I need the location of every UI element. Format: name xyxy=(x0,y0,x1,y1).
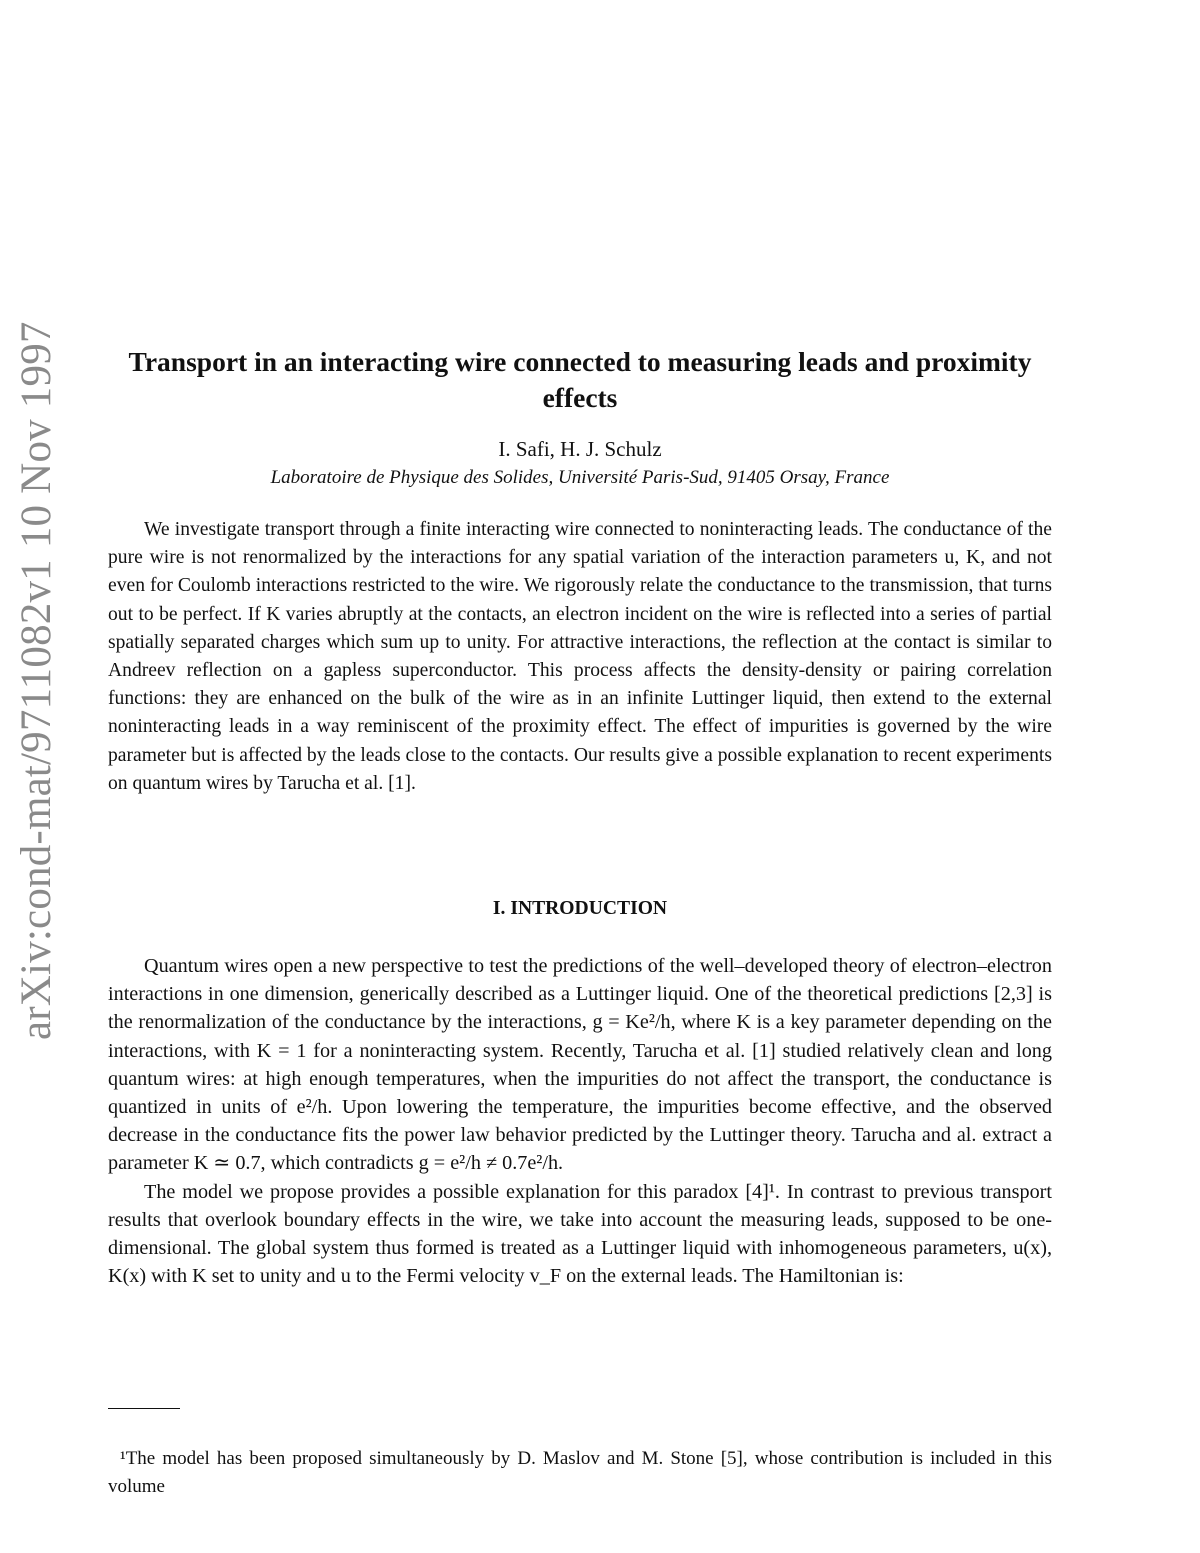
paper-title: Transport in an interacting wire connected to measuring leads and proximity effects xyxy=(128,346,1032,413)
section-heading-introduction: I. INTRODUCTION xyxy=(492,898,668,919)
footnote: ¹The model has been proposed simultaneously by D. Maslov and M. Stone [5], whose contribution is included in this volume xyxy=(108,1448,1052,1497)
introduction-body xyxy=(108,952,1052,1290)
author-list: I. Safi, H. J. Schulz xyxy=(498,437,662,461)
footnote-separator xyxy=(108,1408,180,1409)
arxiv-identifier-stamp: arXiv:cond-mat/9711082v1 10 Nov 1997 xyxy=(13,321,60,1040)
author-affiliation: Laboratoire de Physique des Solides, Université Paris-Sud, 91405 Orsay, France xyxy=(270,467,890,488)
body-paragraph: The model we propose provides a possible explanation for this paradox [4]¹. In contrast to previous transport results that overlook boundary effects in the wire, we take into account the measuring leads, supposed to be one-dimensional. The global system thus formed is treated as a Luttinger liquid with inhomogeneous parameters, u(x), K(x) with K set to unity and u to the Fermi velocity v_F on the external leads. The Hamiltonian is: xyxy=(108,1180,1052,1288)
abstract: We investigate transport through a finite interacting wire connected to noninteracting leads. The conductance of the pure wire is not renormalized by the interactions for any spatial variation of the interaction parameters u, K, and not even for Coulomb interactions restricted to the wire. We rigorously relate the conductance to the transmission, that turns out to be perfect. If K varies abruptly at the contacts, an electron incident on the wire is reflected into a series of partial spatially separated charges which sum up to unity. For attractive interactions, the reflection at the contact is similar to Andreev reflection on a gapless superconductor. This process affects the density-density or pairing correlation functions: they are enhanced on the bulk of the wire as in an infinite Luttinger liquid, then extend to the external noninteracting leads in a way reminiscent of the proximity effect. The effect of impurities is governed by the wire parameter but is affected by the leads close to the contacts. Our results give a possible explanation to recent experiments on quantum wires by Tarucha et al. [1]. xyxy=(108,519,1052,794)
body-paragraph: Quantum wires open a new perspective to test the predictions of the well–developed theory of electron–electron interactions in one dimension, generically described as a Luttinger liquid. One of the theoretical predictions [2,3] is the renormalization of the conductance by the interactions, g = Ke²/h, where K is a key parameter depending on the interactions, with K = 1 for a noninteracting system. Recently, Tarucha et al. [1] studied relatively clean and long quantum wires: at high enough temperatures, when the impurities do not affect the transport, the conductance is quantized in units of e²/h. Upon lowering the temperature, the impurities become effective, and the observed decrease in the conductance fits the power law behavior predicted by the Luttinger theory. Tarucha and al. extract a parameter K ≃ 0.7, which contradicts g = e²/h ≠ 0.7e²/h. xyxy=(108,955,1052,1175)
